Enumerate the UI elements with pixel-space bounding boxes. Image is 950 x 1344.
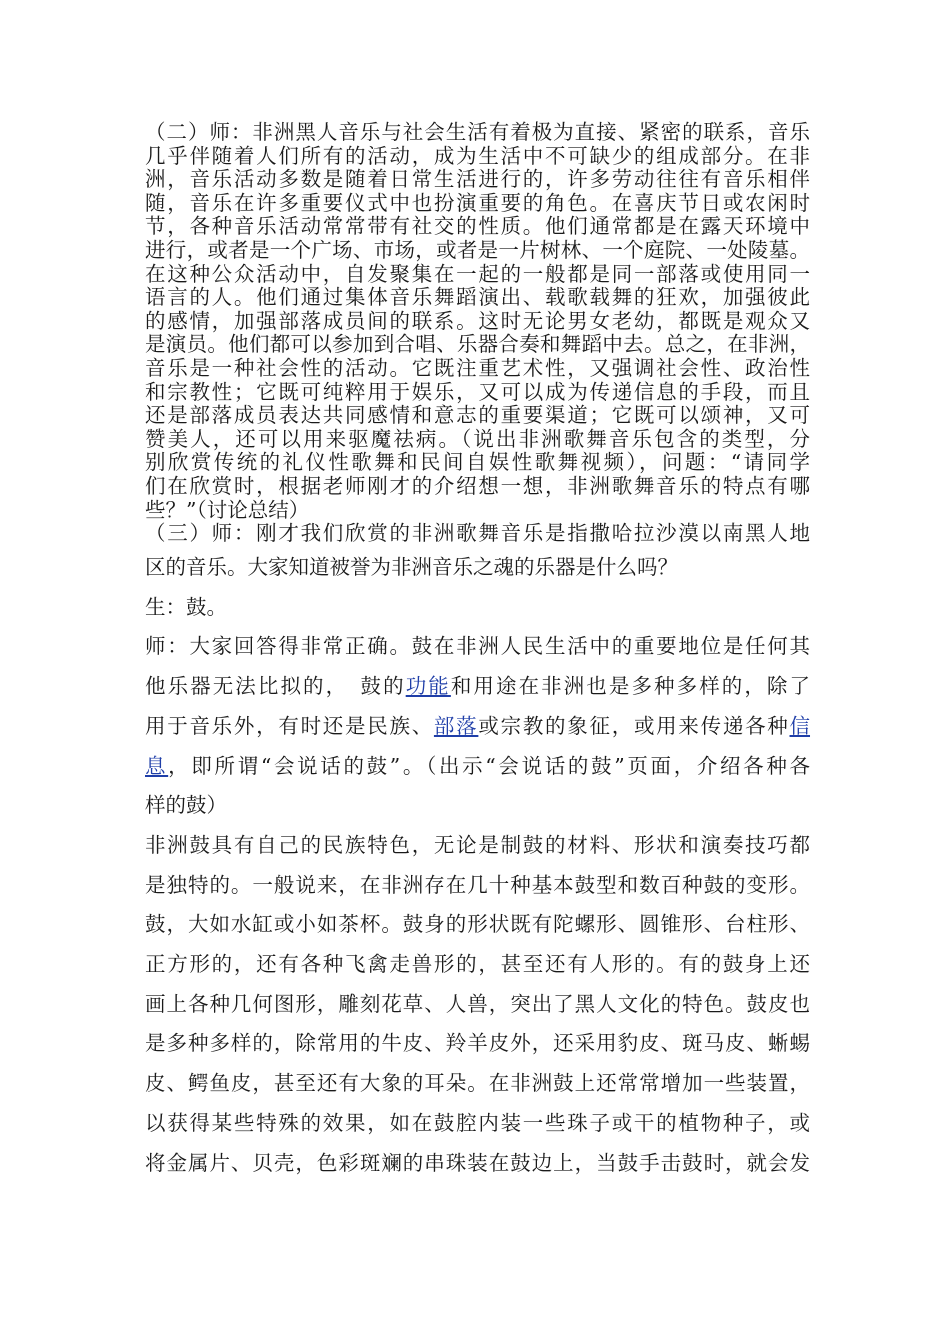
text-line: 是多种多样的，除常用的牛皮、羚羊皮外，还采用豹皮、斑马皮、蜥蜴 [145,1031,810,1056]
text-line [145,667,810,707]
text-run: 和用途在非洲也是多种多样的，除了 [450,674,811,699]
text-line: 区的音乐。大家知道被誉为非洲音乐之魂的乐器是什么吗？ [145,555,678,579]
text-line: 些？”（讨论总结） [145,497,310,522]
text-run: 用于音乐外，有时还是民族、 [145,713,434,738]
link-info[interactable]: 息 [145,753,169,778]
text-run: 或宗教的象征，或用来传递各种 [478,713,790,738]
paragraph-two [145,121,810,546]
text-line: 是演员。他们都可以参加到合唱、乐器合奏和舞蹈中去。总之，在非洲， [145,332,810,357]
text-line: 们在欣赏时，根据老师刚才的介绍想一想，非洲歌舞音乐的特点有哪 [145,473,810,498]
text-line: 非洲鼓具有自己的民族特色，无论是制鼓的材料、形状和演奏技巧都 [145,832,810,857]
text-line [145,747,810,787]
text-line: 进行，或者是一个广场、市场，或者是一片树林、一个庭院、一处陵墓。 [145,237,810,262]
text-line: 音乐是一种社会性的活动。它既注重艺术性，又强调社会性、政治性 [145,355,810,380]
text-line: 节，各种音乐活动常常带有社交的性质。他们通常都是在露天环境中 [145,214,810,239]
student-answer: 生：鼓。 [145,594,227,619]
text-line: 别欣赏传统的礼仪性歌舞和民间自娱性歌舞视频），问题：“请同学 [145,450,810,475]
paragraph-three [145,548,810,1183]
text-line: 几乎伴随着人们所有的活动，成为生活中不可缺少的组成部分。在非 [145,143,810,168]
text-line: 洲，音乐活动多数是随着日常生活进行的，许多劳动往往有音乐相伴 [145,167,810,192]
text-line: 鼓，大如水缸或小如茶杯。鼓身的形状既有陀螺形、圆锥形、台柱形、 [145,912,810,937]
text-line: 样的鼓） [145,793,227,818]
text-line: 皮、鳄鱼皮，甚至还有大象的耳朵。在非洲鼓上还常常增加一些装置， [145,1071,810,1096]
text-line: 的感情，加强部落成员间的联系。这时无论男女老幼，都既是观众又 [145,308,810,333]
text-line: 以获得某些特殊的效果，如在鼓腔内装一些珠子或干的植物种子，或 [145,1110,810,1135]
text-line: 随，音乐在许多重要仪式中也扮演重要的角色。在喜庆节日或农闲时 [145,190,810,215]
text-line: 还是部落成员表达共同感情和意志的重要渠道；它既可以颂神，又可 [145,403,810,428]
text-run: ，即所谓“会说话的鼓”。（出示“会说话的鼓”页面，介绍各种各 [168,753,811,778]
text-line: 赞美人，还可以用来驱魔祛病。（说出非洲歌舞音乐包含的类型，分 [145,426,810,451]
text-line: 语言的人。他们通过集体音乐舞蹈演出、载歌载舞的狂欢，加强彼此 [145,285,810,310]
text-line: 在这种公众活动中，自发聚集在一起的一般都是同一部落或使用同一 [145,261,810,286]
link-tribe[interactable]: 部落 [433,713,479,738]
text-line: 将金属片、贝壳，色彩斑斓的串珠装在鼓边上，当鼓手击鼓时，就会发 [145,1150,810,1175]
text-run: 他乐器无法比拟的， 鼓的 [145,674,406,699]
text-line: 画上各种几何图形，雕刻花草、人兽，突出了黑人文化的特色。鼓皮也 [145,991,810,1016]
link-info[interactable]: 信 [789,713,811,738]
text-line: 和宗教性；它既可纯粹用于娱乐，又可以成为传递信息的手段，而且 [145,379,810,404]
text-line: 正方形的，还有各种飞禽走兽形的，甚至还有人形的。有的鼓身上还 [145,952,810,977]
text-line: 是独特的。一般说来，在非洲存在几十种基本鼓型和数百种鼓的变形。 [145,872,810,897]
text-line: （二）师：非洲黑人音乐与社会生活有着极为直接、紧密的联系，音乐 [145,120,810,144]
text-line [145,707,810,747]
text-line: 师：大家回答得非常正确。鼓在非洲人民生活中的重要地位是任何其 [145,634,810,659]
text-line: （三）师：刚才我们欣赏的非洲歌舞音乐是指撒哈拉沙漠以南黑人地 [145,521,810,546]
link-function[interactable]: 功能 [405,674,451,699]
